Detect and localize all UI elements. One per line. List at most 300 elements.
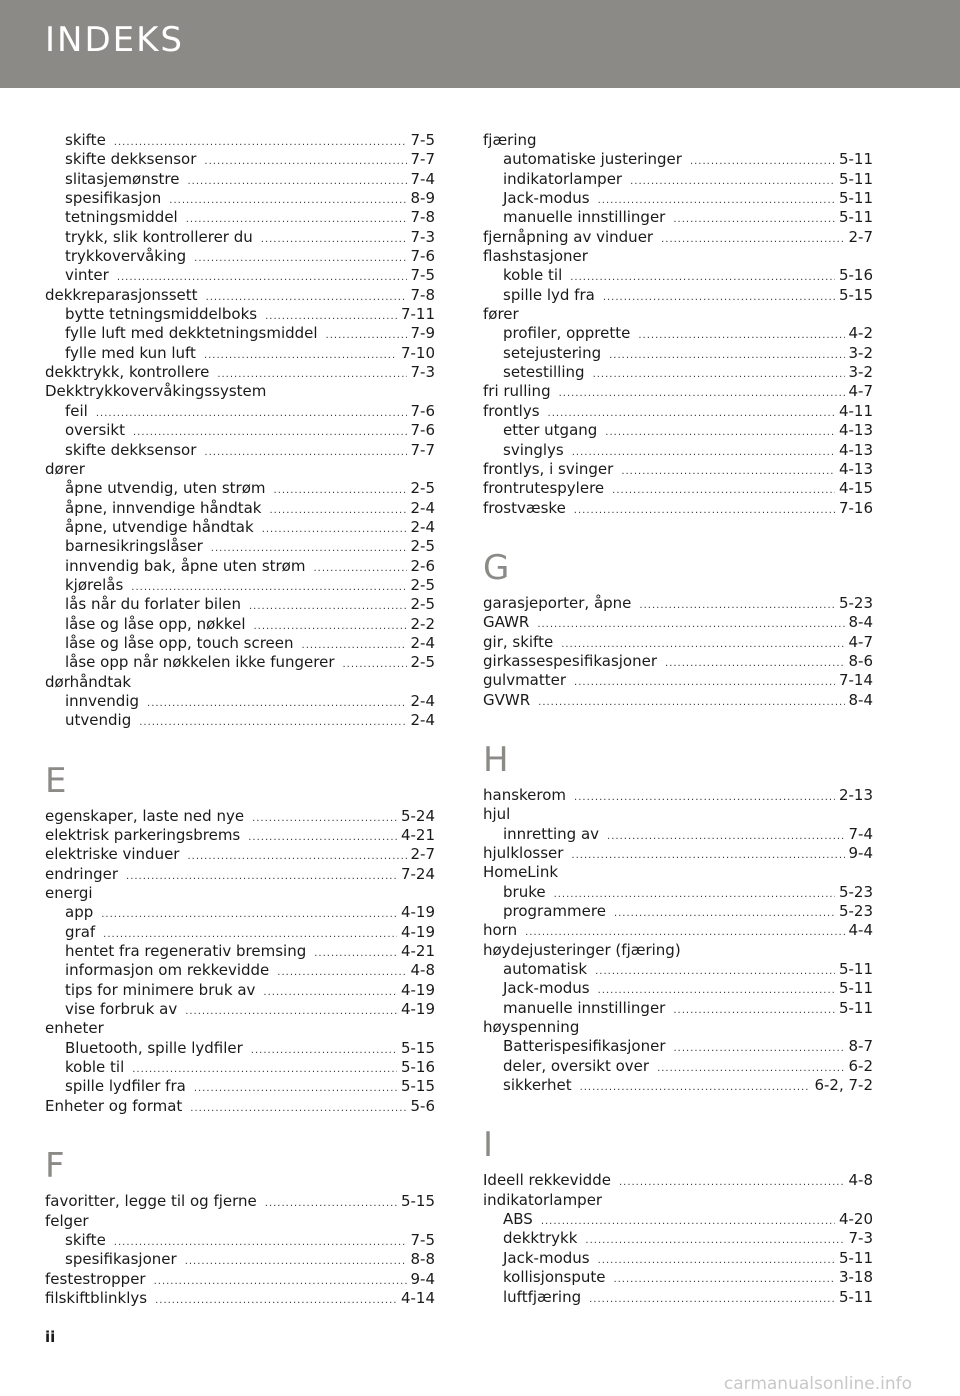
dot-leader xyxy=(253,617,406,634)
entry-page-reference: 5-11 xyxy=(838,1287,873,1306)
dot-leader xyxy=(598,981,835,998)
index-entry xyxy=(45,826,435,845)
entry-term: feil xyxy=(65,401,88,420)
dot-leader xyxy=(673,1001,835,1018)
index-subentry xyxy=(45,266,435,285)
dot-leader xyxy=(114,1233,407,1250)
dot-leader xyxy=(619,1173,845,1190)
entry-term: Jack-modus xyxy=(503,979,590,998)
dot-leader xyxy=(274,481,407,498)
entry-page-reference: 3-2 xyxy=(848,363,873,382)
dot-leader xyxy=(559,384,845,401)
entry-page-reference: 8-6 xyxy=(848,651,873,670)
page-title: INDEKS xyxy=(45,20,185,60)
index-entry xyxy=(483,228,873,247)
entry-term: frostvæske xyxy=(483,498,566,517)
index-subentry xyxy=(45,1058,435,1077)
entry-page-reference: 7-6 xyxy=(410,421,435,440)
entry-term: etter utgang xyxy=(503,421,598,440)
dot-leader xyxy=(574,673,835,690)
dot-leader xyxy=(133,423,407,440)
dot-leader xyxy=(185,1002,397,1019)
entry-term: frontlys, i svinger xyxy=(483,459,614,478)
dot-leader xyxy=(621,462,835,479)
dot-leader xyxy=(302,636,407,653)
dot-leader xyxy=(187,847,406,864)
entry-term: dekkreparasjonssett xyxy=(45,285,198,304)
dot-leader xyxy=(131,578,406,595)
dot-leader xyxy=(206,288,407,305)
index-column-left xyxy=(45,131,435,1308)
dot-leader xyxy=(598,191,835,208)
index-subentry xyxy=(45,421,435,440)
entry-term: tetningsmiddel xyxy=(65,208,178,227)
entry-page-reference: 4-13 xyxy=(838,459,873,478)
index-entry xyxy=(483,305,873,324)
index-subentry xyxy=(45,150,435,169)
entry-term: trykk, slik kontrollerer du xyxy=(65,227,253,246)
entry-page-reference: 5-11 xyxy=(838,150,873,169)
index-subentry xyxy=(45,402,435,421)
entry-term: skifte dekksensor xyxy=(65,440,197,459)
entry-page-reference: 5-11 xyxy=(838,208,873,227)
entry-term: Ideell rekkevidde xyxy=(483,1171,611,1190)
index-subentry xyxy=(45,692,435,711)
entry-term: skifte dekksensor xyxy=(65,150,197,169)
entry-term: fri rulling xyxy=(483,382,551,401)
entry-page-reference: 2-2 xyxy=(410,614,435,633)
entry-term: favoritter, legge til og fjerne xyxy=(45,1192,257,1211)
entry-term: Jack-modus xyxy=(503,189,590,208)
entry-page-reference: 7-5 xyxy=(410,266,435,285)
entry-term: profiler, opprette xyxy=(503,324,631,343)
entry-page-reference: 5-16 xyxy=(400,1058,435,1077)
entry-term: manuelle innstillinger xyxy=(503,208,666,227)
dot-leader xyxy=(572,443,835,460)
entry-page-reference: 4-8 xyxy=(848,1171,873,1190)
dot-leader xyxy=(538,693,844,710)
entry-term: frontrutespylere xyxy=(483,479,605,498)
dot-leader xyxy=(126,867,397,884)
index-subentry xyxy=(483,363,873,382)
entry-term: informasjon om rekkevidde xyxy=(65,961,270,980)
entry-term: app xyxy=(65,903,94,922)
entry-term: festestropper xyxy=(45,1269,146,1288)
entry-term: koble til xyxy=(503,266,563,285)
entry-term: energi xyxy=(45,884,93,903)
entry-page-reference: 2-7 xyxy=(848,227,873,246)
entry-page-reference: 2-7 xyxy=(410,845,435,864)
dot-leader xyxy=(690,152,835,169)
entry-term: fjernåpning av vinduer xyxy=(483,227,654,246)
dot-leader xyxy=(101,905,397,922)
dot-leader xyxy=(194,1079,397,1096)
dot-leader xyxy=(185,1252,407,1269)
entry-term: slitasjemønstre xyxy=(65,169,180,188)
entry-term: høyspenning xyxy=(483,1018,580,1037)
index-subentry xyxy=(45,634,435,653)
entry-page-reference: 2-13 xyxy=(838,785,873,804)
index-subentry xyxy=(45,1000,435,1019)
index-entry xyxy=(483,594,873,613)
index-entry xyxy=(45,845,435,864)
dot-leader xyxy=(614,904,835,921)
dot-leader xyxy=(574,788,835,805)
dot-leader xyxy=(139,713,406,730)
entry-term: gulvmatter xyxy=(483,671,567,690)
entry-page-reference: 2-4 xyxy=(410,633,435,652)
dot-leader xyxy=(585,1231,844,1248)
entry-term: Jack-modus xyxy=(503,1248,590,1267)
entry-page-reference: 7-16 xyxy=(838,498,873,517)
entry-term: setejustering xyxy=(503,343,602,362)
index-entry xyxy=(45,1212,435,1231)
index-entry xyxy=(483,941,873,960)
index-entry xyxy=(45,286,435,305)
index-subentry xyxy=(45,441,435,460)
entry-page-reference: 5-23 xyxy=(838,882,873,901)
entry-page-reference: 7-8 xyxy=(410,285,435,304)
entry-page-reference: 2-4 xyxy=(410,691,435,710)
entry-term: Batterispesifikasjoner xyxy=(503,1037,666,1056)
index-subentry xyxy=(45,615,435,634)
dot-leader xyxy=(326,326,407,343)
entry-term: automatiske justeringer xyxy=(503,150,682,169)
dot-leader xyxy=(665,654,844,671)
entry-page-reference: 4-8 xyxy=(410,961,435,980)
index-subentry xyxy=(483,979,873,998)
entry-term: innretting av xyxy=(503,824,600,843)
entry-term: manuelle innstillinger xyxy=(503,998,666,1017)
index-subentry xyxy=(45,942,435,961)
index-subentry xyxy=(45,903,435,922)
dot-leader xyxy=(248,828,397,845)
entry-term: skifte xyxy=(65,1230,106,1249)
index-entry xyxy=(483,402,873,421)
entry-page-reference: 7-10 xyxy=(400,343,435,362)
entry-term: bytte tetningsmiddelboks xyxy=(65,305,258,324)
entry-term: dekktrykk, kontrollere xyxy=(45,363,210,382)
index-entry xyxy=(45,884,435,903)
index-subentry xyxy=(483,324,873,343)
index-subentry xyxy=(483,999,873,1018)
entry-term: høydejusteringer (fjæring) xyxy=(483,940,681,959)
entry-term: enheter xyxy=(45,1019,104,1038)
entry-term: GAWR xyxy=(483,613,530,632)
entry-term: Bluetooth, spille lydfiler xyxy=(65,1038,243,1057)
index-column-right xyxy=(483,131,873,1307)
entry-term: dørhåndtak xyxy=(45,672,132,691)
index-subentry xyxy=(45,653,435,672)
dot-leader xyxy=(673,1039,844,1056)
entry-page-reference: 7-6 xyxy=(410,401,435,420)
page-header xyxy=(0,0,960,88)
dot-leader xyxy=(313,559,406,576)
entry-term: Enheter og format xyxy=(45,1096,183,1115)
dot-leader xyxy=(589,1290,835,1307)
dot-leader xyxy=(605,423,835,440)
dot-leader xyxy=(603,288,835,305)
entry-term: innvendig xyxy=(65,691,140,710)
entry-term: vinter xyxy=(65,266,109,285)
entry-term: åpne, innvendige håndtak xyxy=(65,498,262,517)
entry-page-reference: 2-4 xyxy=(410,498,435,517)
entry-term: lås når du forlater bilen xyxy=(65,595,241,614)
index-entry xyxy=(483,863,873,882)
entry-term: barnesikringslåser xyxy=(65,537,203,556)
entry-page-reference: 4-4 xyxy=(848,921,873,940)
entry-page-reference: 4-15 xyxy=(838,479,873,498)
dot-leader xyxy=(343,655,407,672)
entry-term: fører xyxy=(483,305,519,324)
dot-leader xyxy=(188,172,407,189)
index-subentry xyxy=(45,170,435,189)
index-subentry xyxy=(45,711,435,730)
dot-leader xyxy=(186,210,407,227)
entry-page-reference: 7-3 xyxy=(410,363,435,382)
index-subentry xyxy=(45,344,435,363)
index-subentry xyxy=(483,1288,873,1307)
entry-page-reference: 7-7 xyxy=(410,440,435,459)
entry-page-reference: 7-9 xyxy=(410,324,435,343)
entry-term: girkassespesifikasjoner xyxy=(483,651,658,670)
entry-page-reference: 7-4 xyxy=(410,169,435,188)
entry-page-reference: 4-13 xyxy=(838,440,873,459)
index-subentry xyxy=(483,150,873,169)
entry-term: horn xyxy=(483,921,518,940)
index-section-letter: G xyxy=(483,547,510,588)
index-section-letter: E xyxy=(45,760,67,801)
dot-leader xyxy=(598,1251,835,1268)
entry-page-reference: 5-11 xyxy=(838,189,873,208)
entry-term: indikatorlamper xyxy=(503,169,623,188)
entry-page-reference: 5-11 xyxy=(838,998,873,1017)
index-subentry xyxy=(45,923,435,942)
entry-page-reference: 4-21 xyxy=(400,826,435,844)
entry-term: egenskaper, laste ned nye xyxy=(45,806,245,825)
index-subentry xyxy=(483,902,873,921)
entry-term: utvendig xyxy=(65,711,132,730)
entry-term: sikkerhet xyxy=(503,1076,572,1095)
index-entry xyxy=(483,382,873,401)
index-subentry xyxy=(483,1057,873,1076)
index-subentry xyxy=(483,1268,873,1287)
index-subentry xyxy=(45,131,435,150)
index-section-letter: I xyxy=(483,1125,494,1166)
index-subentry xyxy=(45,981,435,1000)
entry-term: åpne utvendig, uten strøm xyxy=(65,479,266,498)
entry-term: åpne, utvendige håndtak xyxy=(65,517,254,536)
entry-page-reference: 8-9 xyxy=(410,189,435,208)
entry-term: felger xyxy=(45,1211,89,1230)
dot-leader xyxy=(314,944,397,961)
entry-page-reference: 4-19 xyxy=(400,980,435,999)
entry-page-reference: 7-5 xyxy=(410,1230,435,1249)
entry-page-reference: 5-11 xyxy=(838,169,873,188)
entry-page-reference: 4-7 xyxy=(848,632,873,651)
index-subentry xyxy=(45,189,435,208)
entry-page-reference: 5-6 xyxy=(410,1096,435,1115)
entry-page-reference: 2-4 xyxy=(410,711,435,730)
index-entry xyxy=(45,1192,435,1211)
entry-page-reference: 7-24 xyxy=(400,864,435,883)
entry-term: elektriske vinduer xyxy=(45,845,180,864)
dot-leader xyxy=(154,1272,407,1289)
entry-term: tips for minimere bruk av xyxy=(65,980,256,999)
dot-leader xyxy=(194,249,406,266)
entry-term: dører xyxy=(45,459,85,478)
dot-leader xyxy=(252,809,397,826)
entry-term: hentet fra regenerativ bremsing xyxy=(65,942,307,961)
index-subentry xyxy=(483,1210,873,1229)
dot-leader xyxy=(613,1270,835,1287)
entry-term: innvendig bak, åpne uten strøm xyxy=(65,556,306,575)
entry-term: deler, oversikt over xyxy=(503,1056,650,1075)
watermark: carmanualsonline.info xyxy=(723,1374,912,1394)
entry-page-reference: 9-4 xyxy=(410,1269,435,1288)
index-subentry xyxy=(483,189,873,208)
entry-page-reference: 5-15 xyxy=(400,1192,435,1211)
index-subentry xyxy=(45,479,435,498)
index-section-letter: F xyxy=(45,1146,65,1187)
dot-leader xyxy=(561,635,844,652)
entry-term: spesifikasjoner xyxy=(65,1250,177,1269)
dot-leader xyxy=(103,925,397,942)
dot-leader xyxy=(554,885,835,902)
dot-leader xyxy=(595,962,835,979)
entry-term: spille lyd fra xyxy=(503,285,595,304)
entry-page-reference: 2-5 xyxy=(410,595,435,614)
entry-page-reference: 2-5 xyxy=(410,653,435,672)
entry-page-reference: 4-19 xyxy=(400,1000,435,1019)
index-subentry xyxy=(45,247,435,266)
index-entry xyxy=(45,865,435,884)
index-entry xyxy=(483,786,873,805)
dot-leader xyxy=(580,1078,811,1095)
index-subentry xyxy=(45,1231,435,1250)
index-subentry xyxy=(483,421,873,440)
index-entry xyxy=(483,1191,873,1210)
entry-term: graf xyxy=(65,922,96,941)
dot-leader xyxy=(217,365,406,382)
entry-term: trykkovervåking xyxy=(65,247,187,266)
entry-term: låse og låse opp, nøkkel xyxy=(65,614,246,633)
entry-term: fylle med kun luft xyxy=(65,343,196,362)
entry-term: kjørelås xyxy=(65,575,124,594)
entry-page-reference: 7-6 xyxy=(410,247,435,266)
entry-term: fjæring xyxy=(483,131,537,149)
entry-term: filskiftblinklys xyxy=(45,1288,148,1307)
index-subentry xyxy=(45,324,435,343)
index-entry xyxy=(45,807,435,826)
index-subentry xyxy=(45,1039,435,1058)
dot-leader xyxy=(261,230,407,247)
dot-leader xyxy=(262,520,407,537)
index-entry xyxy=(45,382,435,401)
entry-term: flashstasjoner xyxy=(483,247,588,266)
index-subentry xyxy=(483,1249,873,1268)
dot-leader xyxy=(525,923,844,940)
entry-term: oversikt xyxy=(65,421,125,440)
dot-leader xyxy=(265,307,397,324)
index-subentry xyxy=(45,305,435,324)
dot-leader xyxy=(571,846,844,863)
index-entry xyxy=(483,652,873,671)
entry-page-reference: 5-15 xyxy=(838,285,873,304)
entry-term: endringer xyxy=(45,864,119,883)
entry-term: hjulklosser xyxy=(483,843,564,862)
dot-leader xyxy=(269,501,406,518)
entry-page-reference: 5-11 xyxy=(838,979,873,998)
entry-term: hanskerom xyxy=(483,785,567,804)
index-entry xyxy=(483,805,873,824)
entry-page-reference: 7-7 xyxy=(410,150,435,169)
index-entry xyxy=(483,479,873,498)
index-entry xyxy=(45,363,435,382)
entry-term: automatisk xyxy=(503,960,588,979)
index-entry xyxy=(45,460,435,479)
entry-term: låse og låse opp, touch screen xyxy=(65,633,294,652)
entry-page-reference: 8-4 xyxy=(848,613,873,632)
index-entry xyxy=(483,460,873,479)
entry-page-reference: 4-11 xyxy=(838,401,873,420)
entry-page-reference: 7-5 xyxy=(410,131,435,149)
index-entry xyxy=(483,1171,873,1190)
entry-term: elektrisk parkeringsbrems xyxy=(45,826,241,844)
entry-page-reference: 9-4 xyxy=(848,843,873,862)
index-entry xyxy=(483,131,873,150)
dot-leader xyxy=(657,1059,844,1076)
entry-term: låse opp når nøkkelen ikke fungerer xyxy=(65,653,335,672)
entry-term: gir, skifte xyxy=(483,632,554,651)
index-subentry xyxy=(483,825,873,844)
entry-term: spille lydfiler fra xyxy=(65,1077,186,1096)
dot-leader xyxy=(169,191,406,208)
dot-leader xyxy=(190,1099,406,1116)
entry-term: garasjeporter, åpne xyxy=(483,593,632,612)
dot-leader xyxy=(117,268,407,285)
index-subentry xyxy=(483,1229,873,1248)
dot-leader xyxy=(630,172,835,189)
index-subentry xyxy=(483,208,873,227)
index-entry xyxy=(483,671,873,690)
entry-term: skifte xyxy=(65,131,106,149)
entry-term: koble til xyxy=(65,1058,125,1077)
dot-leader xyxy=(661,230,844,247)
entry-page-reference: 4-14 xyxy=(400,1288,435,1307)
index-entry xyxy=(483,844,873,863)
entry-term: Dekktrykkovervåkingssystem xyxy=(45,382,267,401)
entry-term: luftfjæring xyxy=(503,1287,582,1306)
entry-page-reference: 7-8 xyxy=(410,208,435,227)
entry-term: fylle luft med dekktetningsmiddel xyxy=(65,324,318,343)
dot-leader xyxy=(537,615,844,632)
entry-page-reference: 5-11 xyxy=(838,960,873,979)
dot-leader xyxy=(607,827,844,844)
dot-leader xyxy=(673,210,835,227)
entry-page-reference: 6-2, 7-2 xyxy=(814,1076,873,1095)
index-subentry xyxy=(45,537,435,556)
dot-leader xyxy=(132,1060,397,1077)
dot-leader xyxy=(155,1291,397,1308)
entry-term: GVWR xyxy=(483,690,531,709)
entry-page-reference: 3-18 xyxy=(838,1268,873,1287)
index-subentry xyxy=(45,499,435,518)
entry-page-reference: 7-11 xyxy=(400,305,435,324)
index-subentry xyxy=(45,576,435,595)
entry-term: indikatorlamper xyxy=(483,1190,603,1209)
entry-page-reference: 5-23 xyxy=(838,593,873,612)
